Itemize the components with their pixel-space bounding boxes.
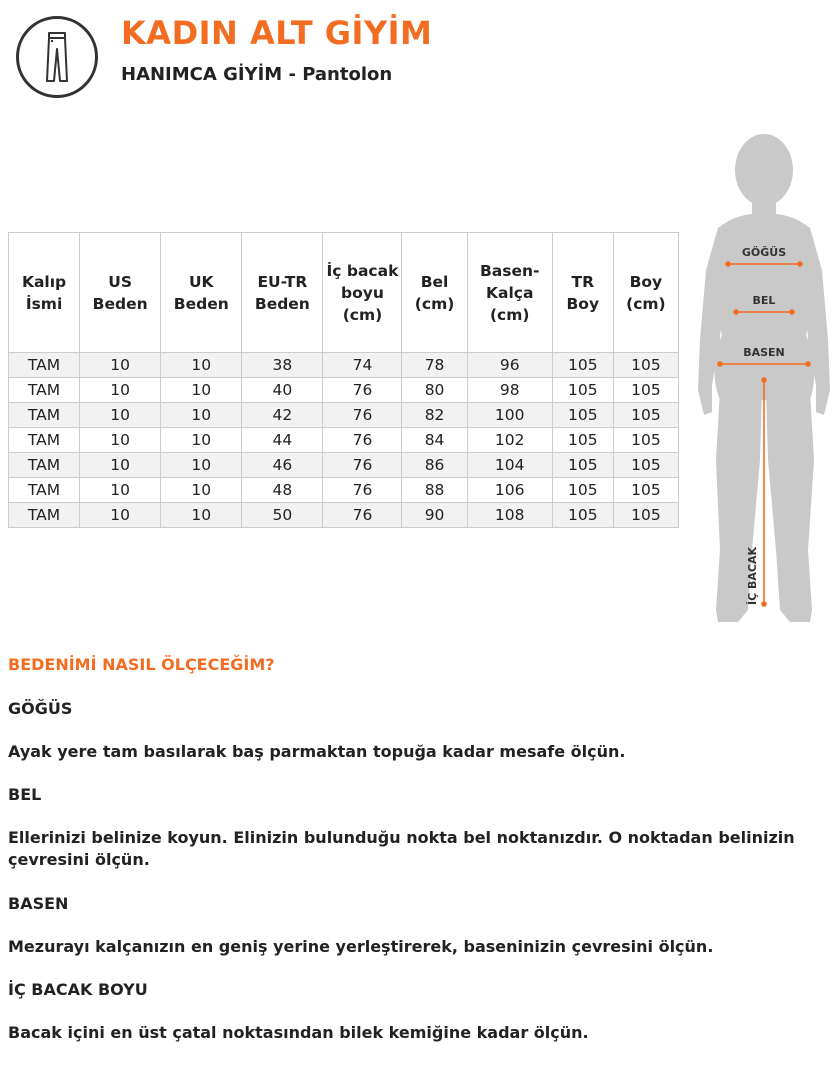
- col-header-boy: Boy (cm): [613, 233, 678, 353]
- size-table-header-row: [9, 233, 679, 353]
- table-cell: 76: [323, 453, 402, 478]
- table-row: [9, 353, 679, 378]
- guide-heading-hip: BASEN: [8, 894, 69, 913]
- waist-label: BEL: [752, 294, 776, 307]
- table-cell: 80: [402, 378, 467, 403]
- guide-heading-waist: BEL: [8, 785, 42, 804]
- table-cell: 105: [613, 378, 678, 403]
- table-cell: 105: [552, 503, 613, 528]
- col-header-eu-tr: EU-TR Beden: [242, 233, 323, 353]
- table-cell: 106: [467, 478, 552, 503]
- page-title: KADIN ALT GİYİM: [121, 14, 433, 52]
- table-cell: 76: [323, 503, 402, 528]
- table-cell: 78: [402, 353, 467, 378]
- table-cell: 105: [552, 428, 613, 453]
- table-cell: 10: [80, 428, 161, 453]
- col-header-uk: UK Beden: [161, 233, 242, 353]
- table-cell: 90: [402, 503, 467, 528]
- table-cell: 10: [80, 353, 161, 378]
- table-cell: 10: [161, 428, 242, 453]
- category-logo: [16, 16, 98, 98]
- body-silhouette: [694, 130, 837, 630]
- col-header-tr-boy: TR Boy: [552, 233, 613, 353]
- pants-icon: [19, 19, 95, 95]
- measurement-guide: [8, 654, 828, 1044]
- table-cell: 105: [613, 353, 678, 378]
- guide-text-inseam: Bacak içini en üst çatal noktasından bilek kemiğine kadar ölçün.: [8, 1023, 589, 1042]
- table-cell: 10: [161, 503, 242, 528]
- table-cell: 105: [552, 478, 613, 503]
- table-cell: 10: [80, 378, 161, 403]
- table-cell: 46: [242, 453, 323, 478]
- table-cell: 102: [467, 428, 552, 453]
- table-cell: TAM: [9, 353, 80, 378]
- table-cell: 105: [552, 453, 613, 478]
- table-row: [9, 503, 679, 528]
- col-header-kalip: Kalıp İsmi: [9, 233, 80, 353]
- table-cell: 105: [613, 428, 678, 453]
- page-subtitle: HANIMCA GİYİM - Pantolon: [121, 64, 393, 85]
- table-cell: 10: [161, 353, 242, 378]
- table-cell: 82: [402, 403, 467, 428]
- table-cell: 44: [242, 428, 323, 453]
- table-cell: 76: [323, 378, 402, 403]
- table-cell: 10: [161, 453, 242, 478]
- table-cell: 98: [467, 378, 552, 403]
- col-header-basen: Basen-Kalça (cm): [467, 233, 552, 353]
- table-row: [9, 428, 679, 453]
- table-cell: TAM: [9, 453, 80, 478]
- table-cell: 86: [402, 453, 467, 478]
- guide-question: BEDENİMİ NASIL ÖLÇECEĞİM?: [8, 655, 275, 674]
- guide-text-waist: Ellerinizi belinize koyun. Elinizin bulunduğu nokta bel noktanızdır. O noktadan belinizin çevresini ölçün.: [8, 828, 795, 869]
- table-cell: 40: [242, 378, 323, 403]
- table-cell: TAM: [9, 378, 80, 403]
- table-cell: 10: [80, 478, 161, 503]
- table-cell: 10: [161, 403, 242, 428]
- table-cell: TAM: [9, 428, 80, 453]
- table-row: [9, 378, 679, 403]
- table-cell: 76: [323, 403, 402, 428]
- table-cell: 96: [467, 353, 552, 378]
- col-header-ic-bacak: İç bacak boyu (cm): [323, 233, 402, 353]
- table-cell: 76: [323, 478, 402, 503]
- table-cell: 42: [242, 403, 323, 428]
- table-row: [9, 403, 679, 428]
- table-cell: 10: [80, 453, 161, 478]
- table-cell: 100: [467, 403, 552, 428]
- body-measurement-figure: [694, 130, 837, 630]
- table-cell: TAM: [9, 503, 80, 528]
- hip-label: BASEN: [743, 346, 785, 359]
- table-cell: 74: [323, 353, 402, 378]
- guide-text-chest: Ayak yere tam basılarak baş parmaktan topuğa kadar mesafe ölçün.: [8, 742, 626, 761]
- table-cell: 10: [161, 478, 242, 503]
- table-cell: 104: [467, 453, 552, 478]
- page-header: [0, 0, 837, 110]
- table-cell: 105: [552, 403, 613, 428]
- table-cell: 10: [80, 403, 161, 428]
- table-cell: TAM: [9, 403, 80, 428]
- chest-label: GÖĞÜS: [741, 246, 787, 259]
- table-cell: 105: [613, 403, 678, 428]
- table-row: [9, 453, 679, 478]
- table-row: [9, 478, 679, 503]
- table-cell: 50: [242, 503, 323, 528]
- size-table: [8, 232, 679, 528]
- table-cell: 10: [80, 503, 161, 528]
- table-cell: 105: [613, 478, 678, 503]
- table-cell: 76: [323, 428, 402, 453]
- table-cell: 10: [161, 378, 242, 403]
- table-cell: 88: [402, 478, 467, 503]
- table-cell: 105: [552, 378, 613, 403]
- guide-heading-chest: GÖĞÜS: [8, 699, 73, 718]
- table-cell: 108: [467, 503, 552, 528]
- table-cell: 105: [613, 453, 678, 478]
- table-cell: TAM: [9, 478, 80, 503]
- guide-text-hip: Mezurayı kalçanızın en geniş yerine yerleştirerek, baseninizin çevresini ölçün.: [8, 937, 714, 956]
- table-cell: 38: [242, 353, 323, 378]
- table-cell: 105: [613, 503, 678, 528]
- col-header-bel: Bel (cm): [402, 233, 467, 353]
- col-header-us: US Beden: [80, 233, 161, 353]
- guide-heading-inseam: İÇ BACAK BOYU: [8, 980, 148, 999]
- inseam-label: İÇ BACAK: [746, 546, 759, 606]
- table-cell: 48: [242, 478, 323, 503]
- table-cell: 84: [402, 428, 467, 453]
- table-cell: 105: [552, 353, 613, 378]
